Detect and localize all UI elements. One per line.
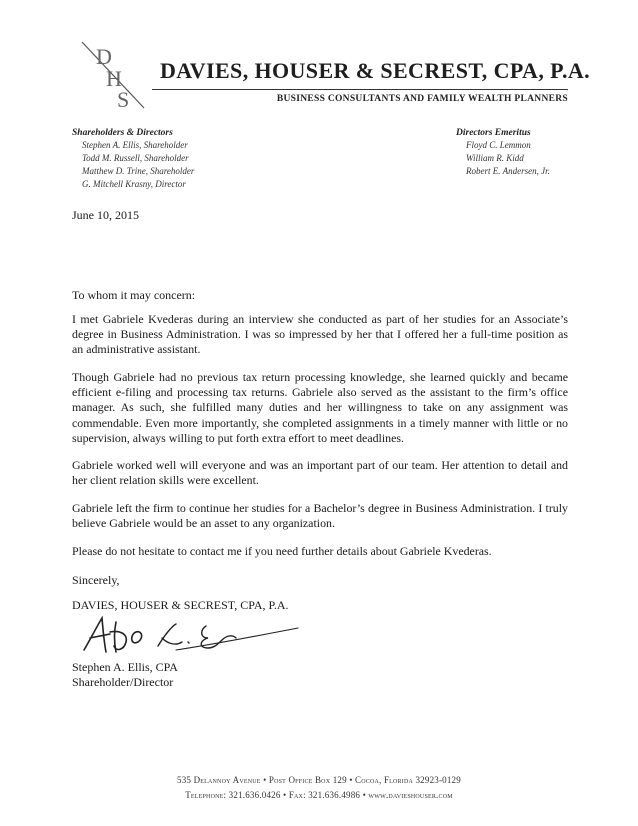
emeritus-name: Robert E. Andersen, Jr. [466, 166, 550, 176]
shareholder-name: G. Mitchell Krasny, Director [82, 179, 186, 189]
signer-name: Stephen A. Ellis, CPA [72, 660, 178, 674]
firm-name: DAVIES, HOUSER & SECREST, CPA, P.A. [160, 58, 591, 83]
body-paragraph: I met Gabriele Kvederas during an interview she conducted as part of her studies for an Associate’s degree in Business Administration. I was so impressed by her that I offered her a full-time position as an administrative assistant. [72, 312, 568, 357]
footer-contact: Telephone: 321.636.0426 • Fax: 321.636.4986 • www.davieshouser.com [185, 790, 453, 800]
logo-letter-d: D [96, 44, 112, 69]
body-paragraph: Gabriele left the firm to continue her studies for a Bachelor’s degree in Business Administration. I truly believe Gabriele would be an asset to any organization. [72, 501, 568, 531]
emeritus-column [456, 128, 550, 178]
body-paragraph: Gabriele worked well will everyone and was an important part of our team. Her attention to detail and her client relation skills were excellent. [72, 458, 568, 488]
body-paragraph: Though Gabriele had no previous tax return processing knowledge, she learned quickly and became efficient e-filing and processing tax returns. Gabriele also served as the assistant to the firm’s office manager. As such, she fulfilled many duties and her willingness to take on any assignment was commendable. Even more importantly, she completed assignments in a timely manner with little or no supervision, always willing to put forth extra effort to meet deadlines. [72, 370, 568, 445]
footer-address: 535 Delannoy Avenue • Post Office Box 129 • Cocoa, Florida 32923-0129 [177, 775, 461, 785]
letterhead-rule [152, 89, 568, 90]
shareholders-heading: Shareholders & Directors [72, 128, 173, 138]
emeritus-heading: Directors Emeritus [456, 128, 531, 138]
firm-logo [78, 40, 148, 110]
emeritus-name: William R. Kidd [466, 153, 524, 163]
shareholder-name: Todd M. Russell, Shareholder [82, 153, 189, 163]
logo-letter-h: H [106, 66, 122, 91]
handwritten-signature [76, 612, 306, 658]
emeritus-name: Floyd C. Lemmon [466, 140, 531, 150]
closing: Sincerely, [72, 573, 120, 587]
signature-firm-name: DAVIES, HOUSER & SECREST, CPA, P.A. [72, 598, 289, 612]
emeritus-list [456, 139, 550, 178]
shareholders-column [72, 128, 194, 191]
logo-letter-s: S [117, 87, 130, 110]
shareholder-name: Stephen A. Ellis, Shareholder [82, 140, 188, 150]
letter-date: June 10, 2015 [72, 208, 139, 222]
firm-tagline: BUSINESS CONSULTANTS AND FAMILY WEALTH PLANNERS [276, 94, 568, 104]
shareholders-list [72, 139, 194, 191]
signer-title: Shareholder/Director [72, 675, 174, 689]
shareholder-name: Matthew D. Trine, Shareholder [82, 166, 195, 176]
salutation: To whom it may concern: [72, 288, 196, 302]
body-paragraph: Please do not hesitate to contact me if you need further details about Gabriele Kvederas. [72, 544, 492, 558]
